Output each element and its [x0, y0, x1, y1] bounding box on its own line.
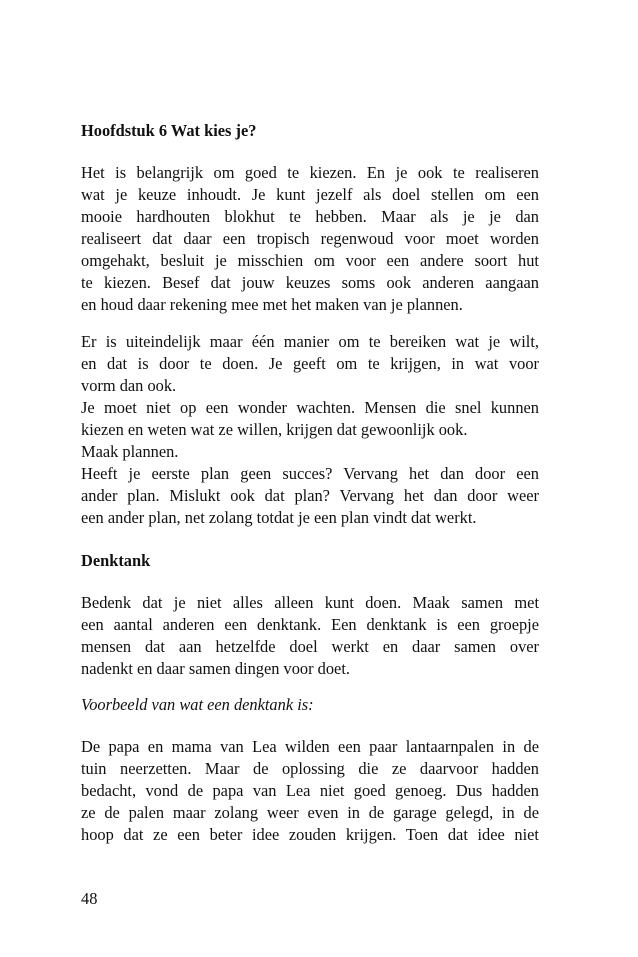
text-line: wat je keuze inhoudt. Je kunt jezelf als doel stellen om een: [81, 185, 539, 204]
page-number: 48: [81, 889, 98, 908]
chapter-heading: Hoofdstuk 6 Wat kies je?: [81, 121, 257, 140]
text-line: Maak plannen.: [81, 442, 179, 461]
text-line: ze de palen maar zolang weer even in de garage gelegd, in de: [81, 803, 539, 822]
text-line: en dat is door te doen. Je geeft om te krijgen, in wat voor: [81, 354, 539, 373]
text-line: te kiezen. Besef dat jouw keuzes soms ook anderen aangaan: [81, 273, 539, 292]
text-line: hoop dat ze een beter idee zouden krijgen. Toen dat idee niet: [81, 825, 539, 844]
text-line: Er is uiteindelijk maar één manier om te bereiken wat je wilt,: [81, 332, 539, 351]
text-line: vorm dan ook.: [81, 376, 177, 395]
text-line: mensen dat aan hetzelfde doel werkt en daar samen over: [81, 637, 539, 656]
text-line: nadenkt en daar samen dingen voor doet.: [81, 659, 350, 678]
text-line: Het is belangrijk om goed te kiezen. En je ook te realiseren: [81, 163, 539, 182]
text-line: De papa en mama van Lea wilden een paar lantaarnpalen in de: [81, 737, 539, 756]
text-line: Heeft je eerste plan geen succes? Vervang het dan door een: [81, 464, 539, 483]
text-line: bedacht, vond de papa van Lea niet goed genoeg. Dus hadden: [81, 781, 539, 800]
text-line: tuin neerzetten. Maar de oplossing die ze daarvoor hadden: [81, 759, 539, 778]
text-line: mooie hardhouten blokhut te hebben. Maar als je je dan: [81, 207, 539, 226]
text-line: realiseert dat daar een tropisch regenwoud voor moet worden: [81, 229, 539, 248]
section-heading-denktank: Denktank: [81, 551, 151, 570]
text-line: kiezen en weten wat ze willen, krijgen dat gewoonlijk ook.: [81, 420, 468, 439]
text-line: een aantal anderen een denktank. Een denktank is een groepje: [81, 615, 539, 634]
text-line: en houd daar rekening mee met het maken van je plannen.: [81, 295, 463, 314]
example-label: Voorbeeld van wat een denktank is:: [81, 695, 314, 714]
text-line: Bedenk dat je niet alles alleen kunt doen. Maak samen met: [81, 593, 539, 612]
text-line: ander plan. Mislukt ook dat plan? Vervang het dan door weer: [81, 486, 539, 505]
text-line: een ander plan, net zolang totdat je een plan vindt dat werkt.: [81, 508, 477, 527]
text-line: omgehakt, besluit je misschien om voor een andere soort hut: [81, 251, 539, 270]
text-line: Je moet niet op een wonder wachten. Mensen die snel kunnen: [81, 398, 539, 417]
